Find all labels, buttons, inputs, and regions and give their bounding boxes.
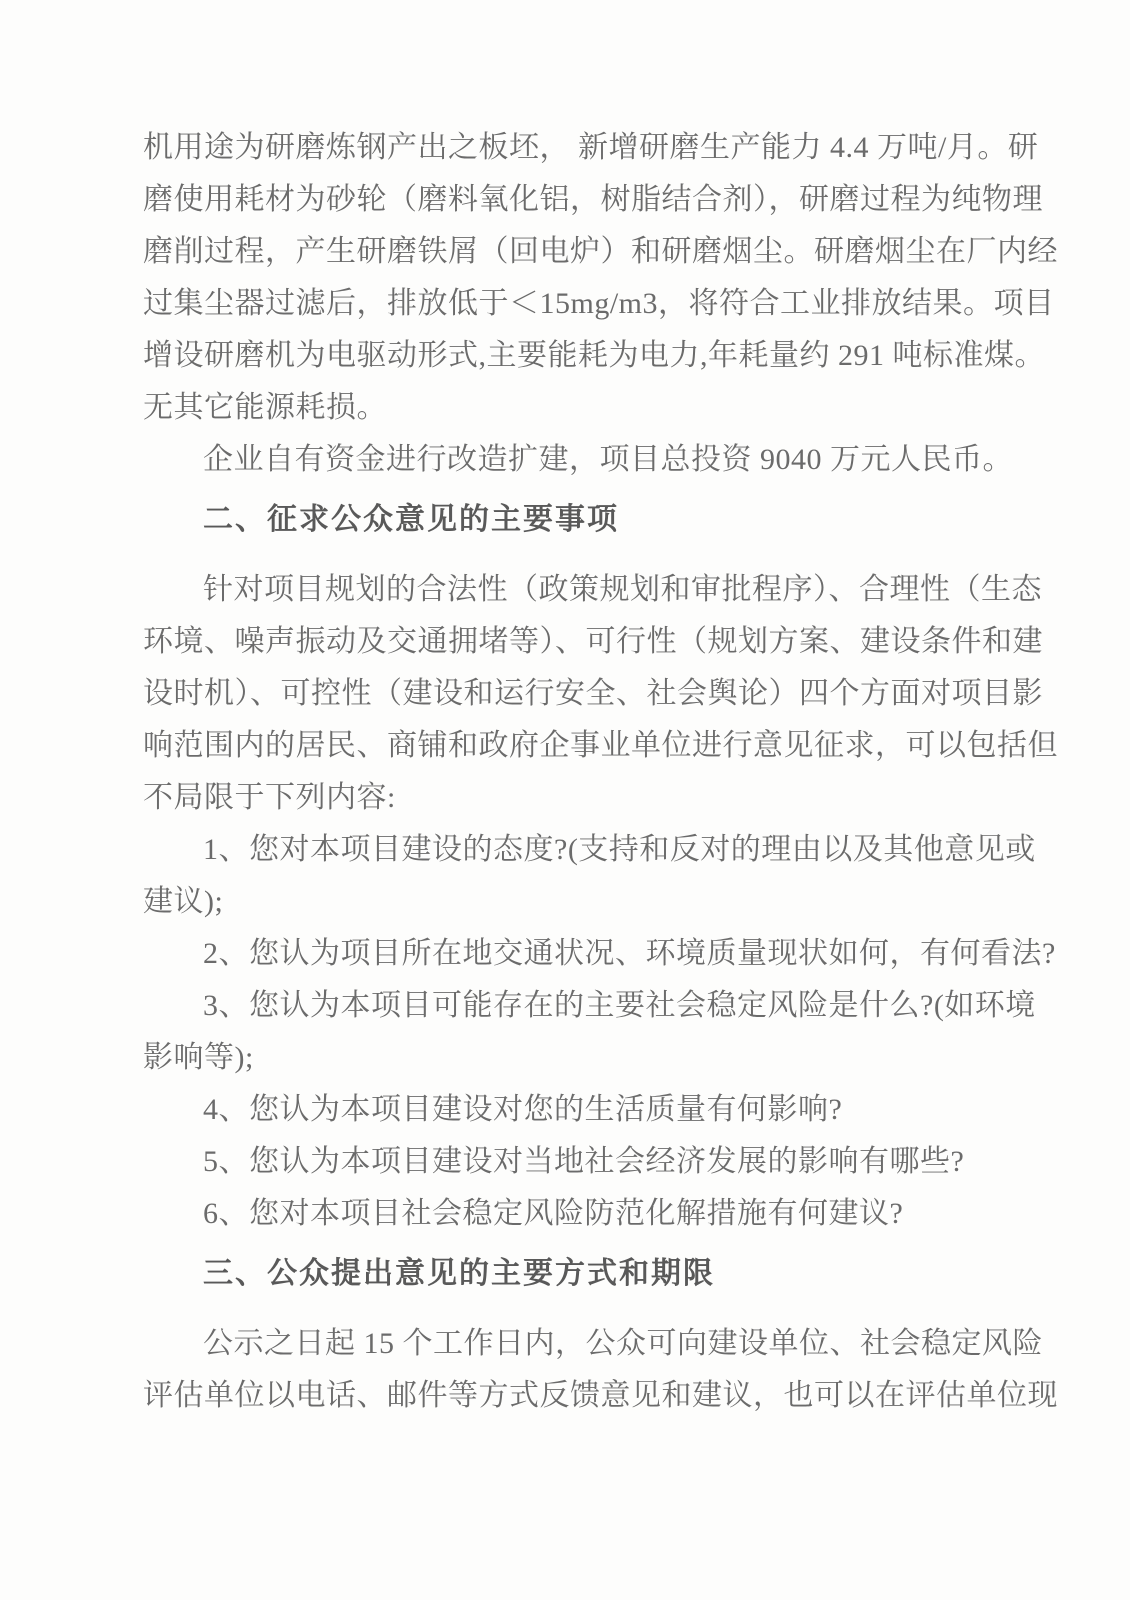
document-text-block	[143, 122, 1058, 1422]
text-line: 磨削过程，产生研磨铁屑（回电炉）和研磨烟尘。研磨烟尘在厂内经	[143, 235, 1058, 268]
text-line: 过集尘器过滤后，排放低于＜15mg/m3，将符合工业排放结果。项目	[143, 287, 1055, 320]
text-line: 响范围内的居民、商铺和政府企事业单位进行意见征求，可以包括但	[143, 729, 1058, 762]
text-line: 设时机）、可控性（建设和运行安全、社会舆论）四个方面对项目影	[143, 677, 1043, 710]
text-line: 2、您认为项目所在地交通状况、环境质量现状如何，有何看法?	[203, 937, 1056, 970]
text-line: 环境、噪声振动及交通拥堵等）、可行性（规划方案、建设条件和建	[143, 625, 1043, 658]
section-heading: 二、征求公众意见的主要事项	[203, 503, 619, 536]
text-line: 1、您对本项目建设的态度?(支持和反对的理由以及其他意见或	[203, 833, 1036, 866]
text-line: 企业自有资金进行改造扩建，项目总投资 9040 万元人民币。	[203, 443, 1013, 476]
text-line: 公示之日起 15 个工作日内，公众可向建设单位、社会稳定风险	[203, 1327, 1043, 1360]
text-line: 增设研磨机为电驱动形式,主要能耗为电力,年耗量约 291 吨标准煤。	[143, 339, 1045, 372]
text-line: 影响等);	[143, 1041, 254, 1074]
section-heading: 三、公众提出意见的主要方式和期限	[203, 1257, 715, 1290]
text-line: 评估单位以电话、邮件等方式反馈意见和建议，也可以在评估单位现	[143, 1379, 1058, 1412]
text-line: 机用途为研磨炼钢产出之板坯， 新增研磨生产能力 4.4 万吨/月。研	[143, 131, 1039, 164]
text-line: 6、您对本项目社会稳定风险防范化解措施有何建议?	[203, 1197, 904, 1230]
text-line: 不局限于下列内容:	[143, 781, 396, 814]
text-line: 建议);	[143, 885, 224, 918]
text-line: 针对项目规划的合法性（政策规划和审批程序）、合理性（生态	[203, 573, 1042, 606]
text-line: 无其它能源耗损。	[143, 391, 387, 424]
text-line: 磨使用耗材为砂轮（磨料氧化铝，树脂结合剂），研磨过程为纯物理	[143, 183, 1043, 216]
text-line: 4、您认为本项目建设对您的生活质量有何影响?	[203, 1093, 843, 1126]
text-line: 3、您认为本项目可能存在的主要社会稳定风险是什么?(如环境	[203, 989, 1036, 1022]
text-line: 5、您认为本项目建设对当地社会经济发展的影响有哪些?	[203, 1145, 965, 1178]
